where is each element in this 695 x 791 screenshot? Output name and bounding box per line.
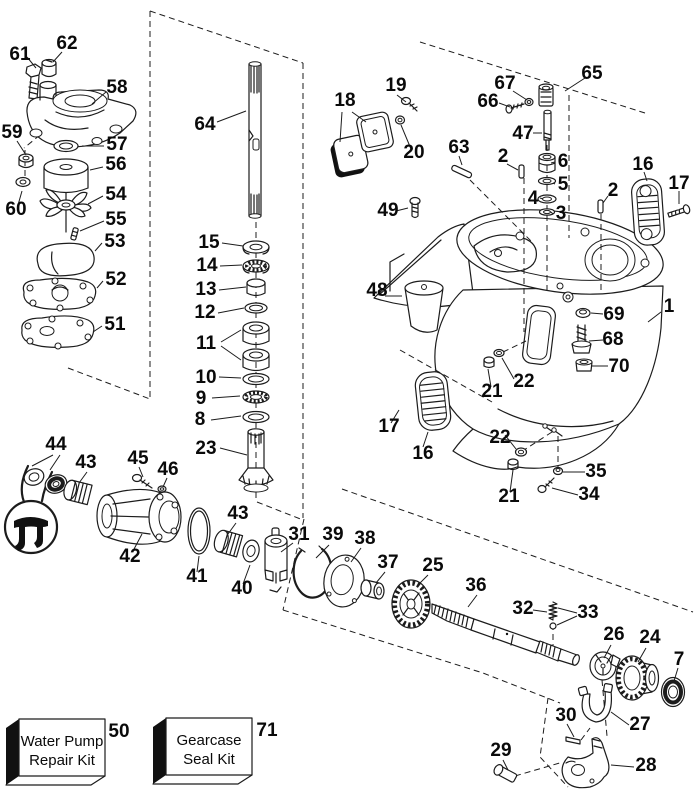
clutch-gear-train — [265, 528, 685, 707]
callout-51: 51 — [104, 314, 126, 335]
callout-43a: 43 — [75, 452, 97, 473]
callout-7: 7 — [673, 649, 685, 670]
callout-69: 69 — [603, 304, 625, 325]
callout-8: 8 — [194, 409, 206, 430]
callout-36: 36 — [465, 575, 487, 596]
gearcase-housing-drawing — [374, 198, 669, 469]
callout-24: 24 — [639, 627, 661, 648]
callout-19: 19 — [385, 75, 407, 96]
callout-28: 28 — [635, 755, 657, 776]
callout-14: 14 — [196, 255, 218, 276]
callout-23: 23 — [195, 438, 217, 459]
callout-22b: 22 — [489, 427, 511, 448]
callout-15: 15 — [198, 232, 220, 253]
callout-53: 53 — [104, 231, 126, 252]
shift-linkage — [492, 683, 612, 787]
callout-61: 61 — [9, 44, 31, 65]
callout-59: 59 — [1, 122, 23, 143]
kit-label-line1: Water Pump — [20, 733, 104, 750]
callout-54: 54 — [105, 184, 127, 205]
callout-25: 25 — [422, 555, 444, 576]
callout-48: 48 — [366, 280, 388, 301]
callout-46: 46 — [157, 459, 179, 480]
kit-label-line2: Seal Kit — [183, 751, 235, 768]
callout-5: 5 — [557, 174, 569, 195]
callout-13: 13 — [195, 279, 217, 300]
callout-26: 26 — [603, 624, 625, 645]
callout-71: 71 — [256, 720, 278, 741]
callout-16a: 16 — [632, 154, 654, 175]
callout-65: 65 — [581, 63, 603, 84]
callout-12: 12 — [194, 302, 216, 323]
callout-2a: 2 — [497, 146, 509, 167]
callout-11: 11 — [195, 333, 217, 354]
callout-18: 18 — [334, 90, 356, 111]
callout-47: 47 — [512, 123, 534, 144]
kit-label-line2: Repair Kit — [29, 752, 95, 769]
callout-6: 6 — [557, 151, 569, 172]
callout-29: 29 — [490, 740, 512, 761]
callout-33: 33 — [577, 602, 599, 623]
callout-35: 35 — [585, 461, 607, 482]
callout-40: 40 — [231, 578, 253, 599]
callout-1: 1 — [663, 296, 675, 317]
callout-60: 60 — [5, 199, 27, 220]
callout-49: 49 — [377, 200, 399, 221]
kit-label-line1: Gearcase — [176, 732, 242, 749]
intake-grate — [414, 370, 452, 431]
callout-32: 32 — [512, 598, 534, 619]
callout-21b: 21 — [498, 486, 520, 507]
callout-37: 37 — [377, 552, 399, 573]
callout-9: 9 — [195, 388, 207, 409]
callout-62: 62 — [56, 33, 78, 54]
callout-43b: 43 — [227, 503, 249, 524]
callout-38: 38 — [354, 528, 376, 549]
callout-20: 20 — [403, 142, 425, 163]
callout-22a: 22 — [513, 371, 535, 392]
callout-68: 68 — [602, 329, 624, 350]
callout-3: 3 — [555, 203, 567, 224]
callout-16b: 16 — [412, 443, 434, 464]
water-pump-repair-kit-box — [6, 719, 130, 785]
callout-50: 50 — [108, 721, 130, 742]
callout-63: 63 — [448, 137, 470, 158]
callout-2b: 2 — [607, 180, 619, 201]
callout-66: 66 — [477, 91, 499, 112]
callout-10: 10 — [195, 367, 217, 388]
callout-56: 56 — [105, 154, 127, 175]
callout-17a: 17 — [668, 173, 690, 194]
gearcase-seal-kit-box — [153, 718, 278, 784]
callout-55: 55 — [105, 209, 127, 230]
callout-30: 30 — [555, 705, 577, 726]
callout-42: 42 — [119, 546, 141, 567]
callout-45: 45 — [127, 448, 149, 469]
callout-31: 31 — [288, 524, 310, 545]
callout-52: 52 — [105, 269, 127, 290]
callout-4: 4 — [527, 188, 539, 209]
callout-21a: 21 — [481, 381, 503, 402]
callout-57: 57 — [106, 134, 128, 155]
callout-70: 70 — [608, 356, 630, 377]
callout-27: 27 — [629, 714, 651, 735]
callout-44: 44 — [45, 434, 67, 455]
callout-67: 67 — [494, 73, 516, 94]
callout-39: 39 — [322, 524, 344, 545]
callout-17b: 17 — [378, 416, 400, 437]
callout-34: 34 — [578, 484, 600, 505]
callout-58: 58 — [106, 77, 128, 98]
callout-41: 41 — [186, 566, 208, 587]
callout-64: 64 — [194, 114, 216, 135]
